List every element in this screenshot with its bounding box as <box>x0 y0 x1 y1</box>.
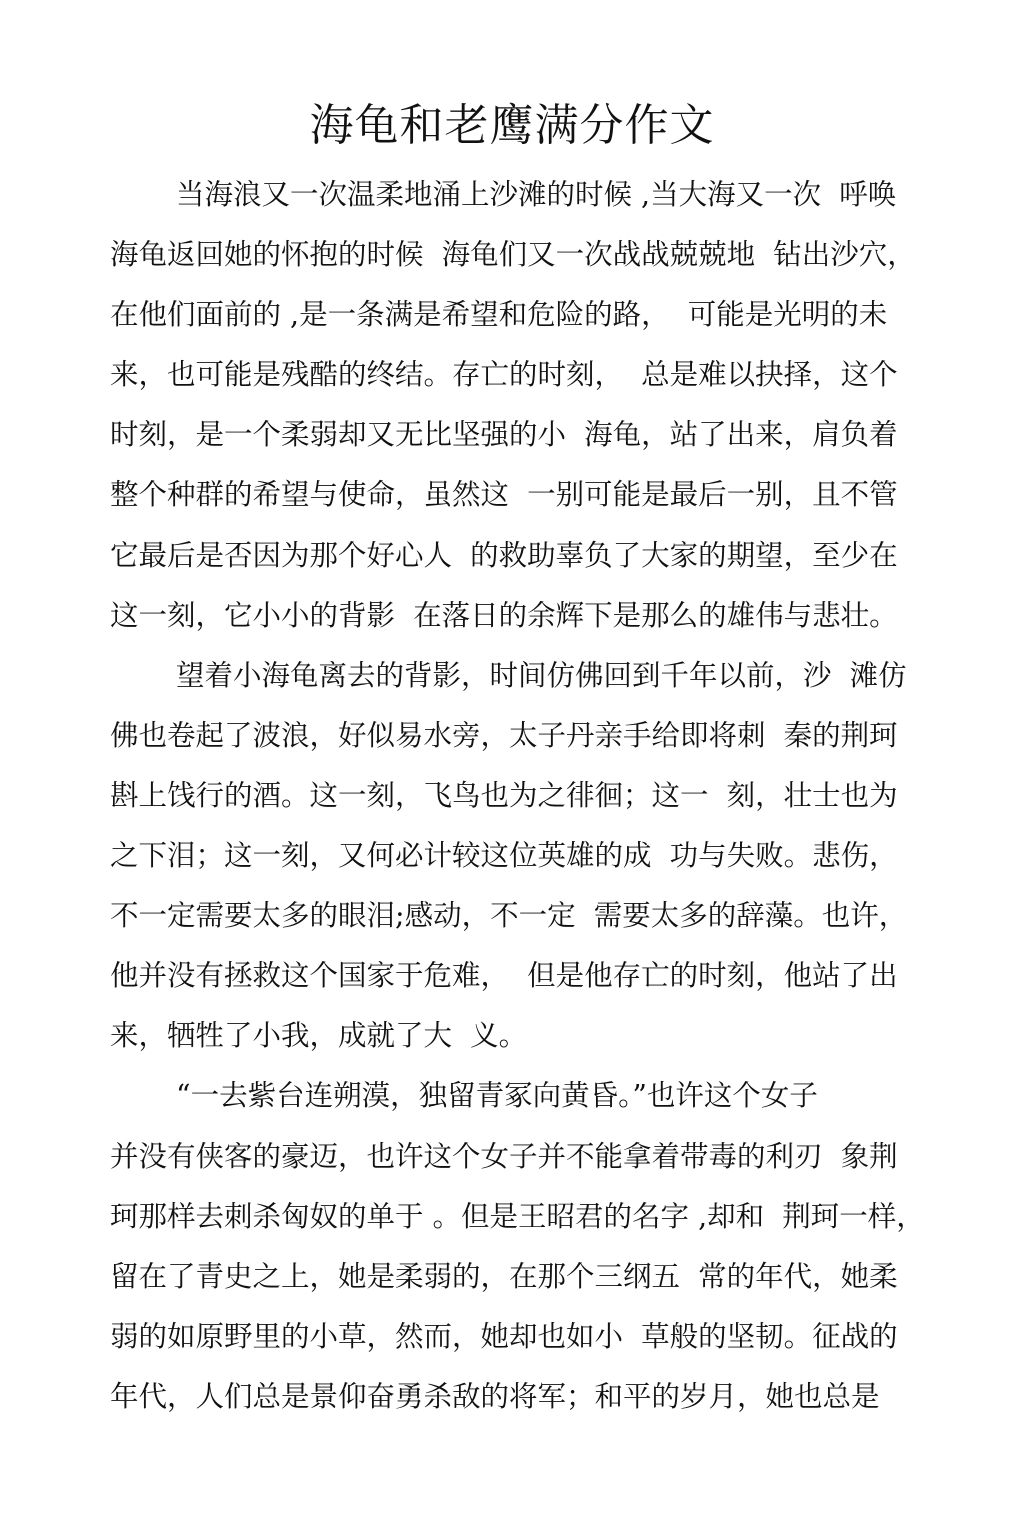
paragraph-1-line-3: 在他们面前的 ,是一条满是希望和危险的路， 可能是光明的未 <box>110 298 888 332</box>
paragraph-3-line-5: 弱的如原野里的小草，然而，她却也如小 草般的坚韧。征战的 <box>110 1319 898 1353</box>
paragraph-1-line-4: 来，也可能是残酷的终结。存亡的时刻， 总是难以抉择，这个 <box>110 358 898 392</box>
paragraph-2-line-1: 望着小海龟离去的背影，时间仿佛回到千年以前，沙 滩仿 <box>176 658 907 692</box>
paragraph-3-line-1: “一去紫台连朔漠，独留青冢向黄昏。”也许这个女子 <box>176 1079 818 1113</box>
paragraph-2-line-3: 斟上饯行的酒。这一刻，飞鸟也为之徘徊；这一 刻，壮士也为 <box>110 778 898 812</box>
paragraph-1-line-7: 它最后是否因为那个好心人 的救助辜负了大家的期望，至少在 <box>110 538 898 572</box>
paragraph-2-line-6: 他并没有拯救这个国家于危难， 但是他存亡的时刻，他站了出 <box>110 959 898 993</box>
paragraph-1-line-6: 整个种群的希望与使命，虽然这 一别可能是最后一别，且不管 <box>110 478 898 512</box>
paragraph-2-line-2: 佛也卷起了波浪，好似易水旁，太子丹亲手给即将刺 秦的荆珂 <box>110 718 898 752</box>
paragraph-2-line-7: 来，牺牲了小我，成就了大 义。 <box>110 1019 528 1053</box>
paragraph-2-line-5: 不一定需要太多的眼泪;感动，不一定 需要太多的辞藻。也许， <box>110 899 908 933</box>
document-body <box>110 165 940 1427</box>
paragraph-1-line-5: 时刻，是一个柔弱却又无比坚强的小 海龟，站了出来，肩负着 <box>110 418 898 452</box>
paragraph-3-line-6: 年代，人们总是景仰奋勇杀敌的将军；和平的岁月，她也总是 <box>110 1379 880 1413</box>
paragraph-3-line-4: 留在了青史之上，她是柔弱的，在那个三纲五 常的年代，她柔 <box>110 1259 898 1293</box>
paragraph-2-line-4: 之下泪；这一刻，又何必计较这位英雄的成 功与失败。悲伤， <box>110 839 898 873</box>
paragraph-1-line-8: 这一刻，它小小的背影 在落日的余辉下是那么的雄伟与悲壮。 <box>110 598 898 632</box>
paragraph-1-line-2: 海龟返回她的怀抱的时候 海龟们又一次战战兢兢地 钻出沙穴， <box>110 238 916 272</box>
document-title: 海龟和老鹰满分作文 <box>309 100 715 151</box>
paragraph-3-line-2: 并没有侠客的豪迈，也许这个女子并不能拿着带毒的利刃 象荆 <box>110 1139 898 1173</box>
paragraph-1-line-1: 当海浪又一次温柔地涌上沙滩的时候 ,当大海又一次 呼唤 <box>176 178 897 211</box>
paragraph-3-line-3: 珂那样去刺杀匈奴的单于 。但是王昭君的名字 ,却和 荆珂一样， <box>110 1199 925 1233</box>
